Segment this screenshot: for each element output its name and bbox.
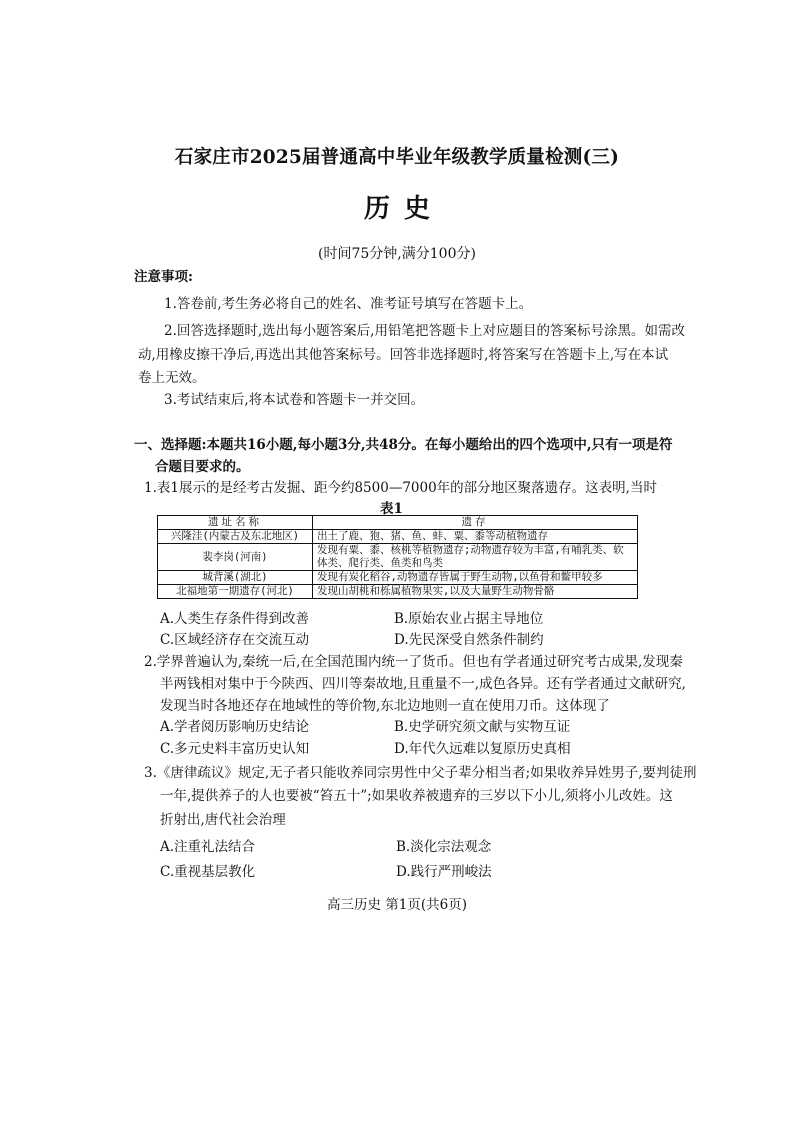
page-footer: 高三历史 第1页(共6页) — [326, 897, 467, 913]
q2-option-a: A.学者阅历影响历史结论 — [160, 719, 310, 735]
relics-table — [157, 515, 638, 599]
q3-option-d: D.践行严刑峻法 — [396, 864, 492, 880]
section-heading: 一、选择题:本题共16小题,每小题3分,共48分。在每小题给出的四个选项中,只有一项是符 — [134, 437, 673, 453]
table-cell-remains — [313, 544, 638, 571]
table-caption: 表1 — [380, 501, 403, 517]
q1-option-a: A.人类生存条件得到改善 — [160, 611, 310, 627]
subject-title: 历史 — [363, 194, 444, 224]
notice-item-2: 2.回答选择题时,选出每小题答案后,用铅笔把答题卡上对应题目的答案标号涂黑。如需改 — [164, 323, 685, 339]
q1-stem: 1.表1展示的是经考古发掘、距今约8500—7000年的部分地区聚落遗存。这表明,当时 — [144, 480, 657, 496]
notice-heading: 注意事项: — [134, 269, 193, 285]
q3-stem-line2: 一年,提供养子的人也要被“笞五十”;如果收养被遗弃的三岁以下小儿,须将小儿改姓。这 — [160, 788, 673, 804]
time-note: (时间75分钟,满分100分) — [318, 246, 476, 262]
q1-option-b: B.原始农业占据主导地位 — [394, 611, 544, 627]
table-cell-remains: 出土了鹿、狍、猪、鱼、蚌、粟、黍等动植物遗存 — [313, 530, 638, 544]
table-row — [158, 544, 638, 571]
table-cell-site: 裴李岗(河南) — [158, 544, 313, 571]
q3-stem-line3: 折射出,唐代社会治理 — [160, 812, 286, 828]
q3-stem-line1: 3.《唐律疏议》规定,无子者只能收养同宗男性中父子辈分相当者;如果收养异姓男子,要判徒刑 — [144, 765, 697, 781]
q2-stem-line2: 半两钱相对集中于今陕西、四川等秦故地,且重量不一,成色各异。还有学者通过文献研究, — [160, 676, 686, 692]
table-header-remains: 遗存 — [313, 516, 638, 530]
q3-option-c: C.重视基层教化 — [160, 864, 256, 880]
q2-option-b: B.史学研究须文献与实物互证 — [394, 719, 571, 735]
table-row — [158, 530, 638, 544]
table-cell-remains: 发现山胡桃和栎属植物果实,以及大量野生动物骨骼 — [313, 585, 638, 599]
q2-stem-line1: 2.学界普遍认为,秦统一后,在全国范围内统一了货币。但也有学者通过研究考古成果,发现秦 — [144, 654, 683, 670]
notice-item-1: 1.答卷前,考生务必将自己的姓名、准考证号填写在答题卡上。 — [164, 296, 533, 312]
q2-option-d: D.年代久远难以复原历史真相 — [394, 741, 571, 757]
table-cell-remains: 发现有炭化稻谷,动物遗存皆属于野生动物,以鱼骨和鳖甲较多 — [313, 571, 638, 585]
table-header-row — [158, 516, 638, 530]
q1-option-c: C.区域经济存在交流互动 — [160, 632, 310, 648]
table-header-site: 遗址名称 — [158, 516, 313, 530]
table-row — [158, 585, 638, 599]
notice-item-2-cont: 动,用橡皮擦干净后,再选出其他答案标号。回答非选择题时,将答案写在答题卡上,写在本试 — [138, 347, 669, 363]
notice-item-2-cont2: 卷上无效。 — [138, 370, 206, 386]
table-cell-site: 城背溪(湖北) — [158, 571, 313, 585]
q3-option-a: A.注重礼法结合 — [160, 839, 256, 855]
notice-item-3: 3.考试结束后,将本试卷和答题卡一并交回。 — [164, 392, 425, 408]
table-row — [158, 571, 638, 585]
q3-option-b: B.淡化宗法观念 — [396, 839, 492, 855]
q1-option-d: D.先民深受自然条件制约 — [394, 632, 544, 648]
section-heading-cont: 合题目要求的。 — [155, 459, 250, 475]
table-cell-site: 北福地第一期遗存(河北) — [158, 585, 313, 599]
table-cell-site: 兴隆洼(内蒙古及东北地区) — [158, 530, 313, 544]
table-cell-remains-line2: 体类、爬行类、鱼类和鸟类 — [317, 557, 443, 569]
exam-title: 石家庄市2025届普通高中毕业年级教学质量检测(三) — [174, 147, 620, 168]
q2-stem-line3: 发现当时各地还存在地域性的等价物,东北边地则一直在使用刀币。这体现了 — [160, 698, 610, 714]
table-cell-remains-line1: 发现有粟、黍、核桃等植物遗存;动物遗存较为丰富,有哺乳类、软 — [317, 544, 624, 556]
q2-option-c: C.多元史料丰富历史认知 — [160, 741, 310, 757]
